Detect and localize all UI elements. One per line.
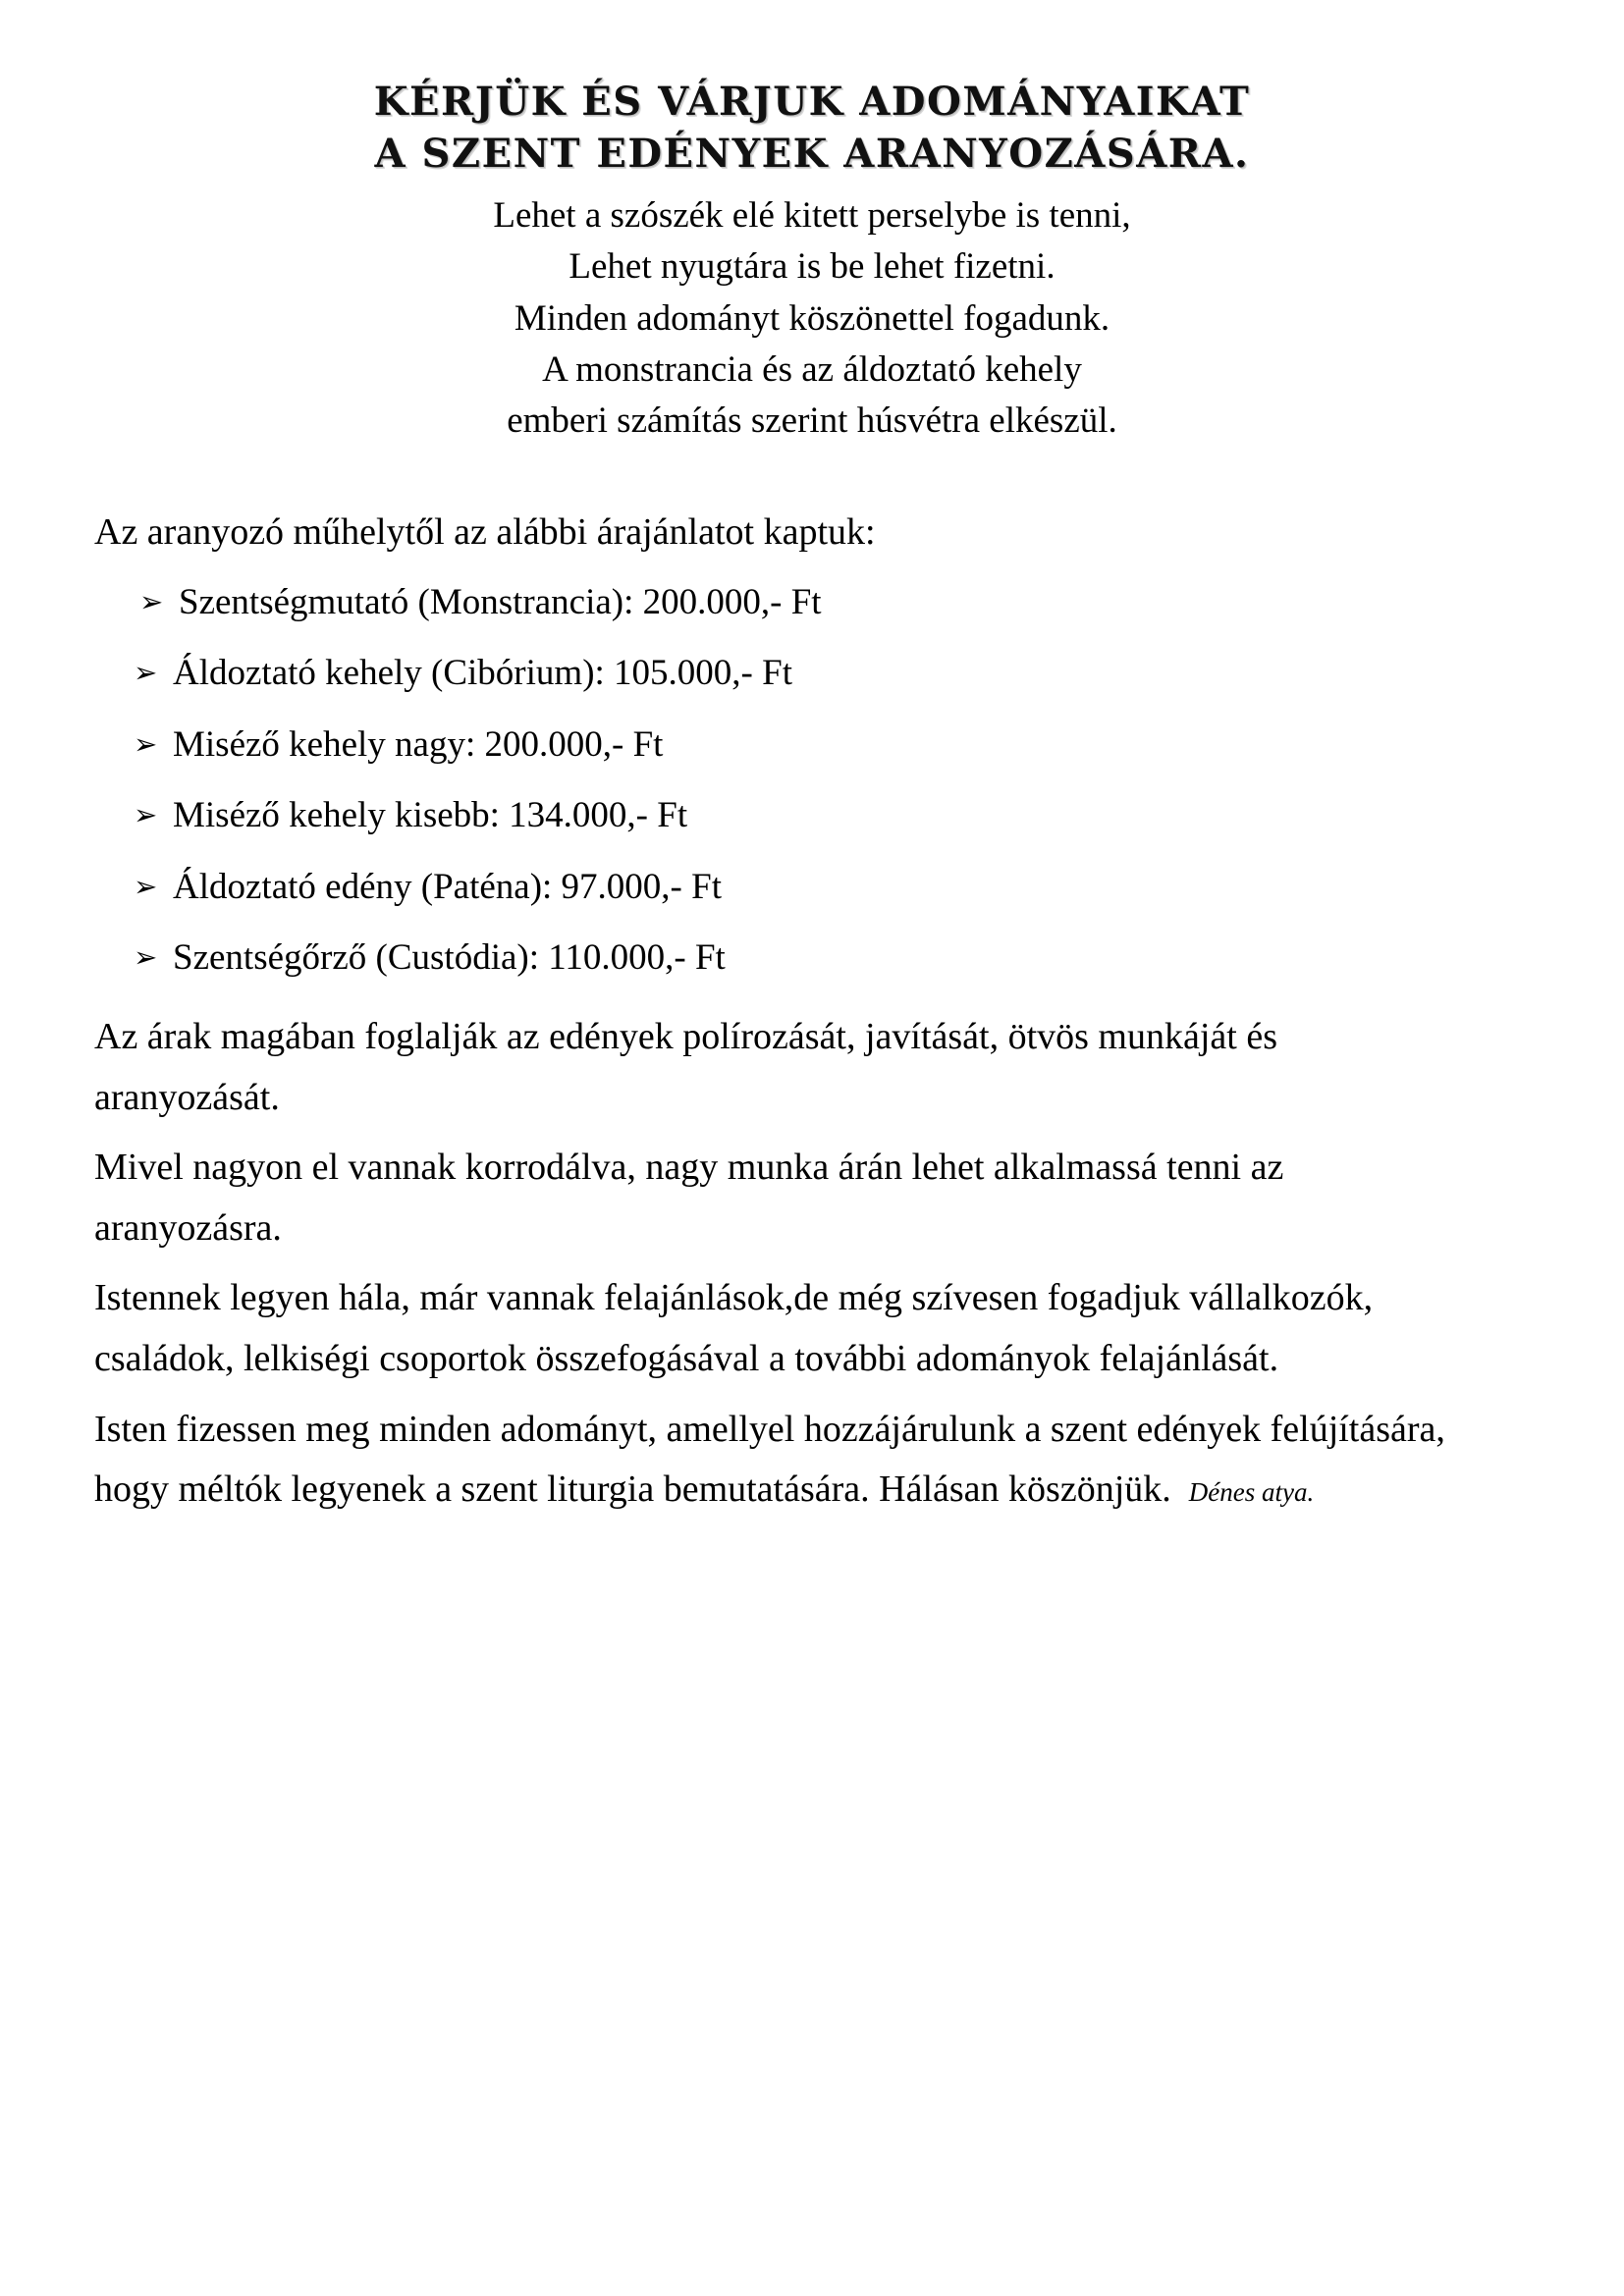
subtitle-line-5: emberi számítás szerint húsvétra elkészül. bbox=[507, 400, 1117, 441]
list-item-label: Szentségőrző (Custódia): 110.000,- Ft bbox=[173, 936, 726, 978]
document-title-line-1: KÉRJÜK ÉS VÁRJUK ADOMÁNYAIKAT bbox=[373, 79, 1251, 125]
list-item-label: Áldoztató kehely (Cibórium): 105.000,- Ft bbox=[173, 653, 792, 694]
subtitle-line-3: Minden adományt köszönettel fogadunk. bbox=[514, 297, 1110, 339]
document-title-line-2: A SZENT EDÉNYEK ARANYOZÁSÁRA. bbox=[374, 131, 1250, 178]
list-item bbox=[134, 866, 1536, 909]
title-block bbox=[88, 77, 1536, 445]
signature: Dénes atya. bbox=[1188, 1477, 1315, 1508]
list-item-label: Miséző kehely nagy: 200.000,- Ft bbox=[173, 723, 664, 765]
arrow-bullet-icon: ➢ bbox=[134, 939, 158, 974]
arrow-bullet-icon: ➢ bbox=[134, 869, 158, 903]
body-paragraph-4-text: Isten fizessen meg minden adományt, amellyel hozzájárulunk a szent edények felújítására, hogy méltók legyenek a szent liturgia bemutatására. Hálásan köszönjük. bbox=[94, 1408, 1445, 1511]
arrow-bullet-icon: ➢ bbox=[134, 656, 158, 690]
subtitle-line-4: A monstrancia és az áldoztató kehely bbox=[542, 348, 1082, 390]
list-item bbox=[134, 581, 1536, 624]
list-item bbox=[134, 723, 1536, 767]
arrow-bullet-icon: ➢ bbox=[139, 584, 164, 618]
subtitle-line-1: Lehet a szószék elé kitett perselybe is tenni, bbox=[493, 195, 1131, 237]
arrow-bullet-icon: ➢ bbox=[134, 726, 158, 761]
intro-paragraph: Az aranyozó műhelytől az alábbi árajánlatot kaptuk: bbox=[94, 510, 876, 553]
price-list bbox=[134, 581, 1536, 980]
list-item bbox=[134, 936, 1536, 980]
body-paragraph-1: Az árak magában foglalják az edények polírozását, javítását, ötvös munkáját és aranyozását. bbox=[94, 1016, 1277, 1118]
list-item bbox=[134, 652, 1536, 695]
body-paragraph-3: Istennek legyen hála, már vannak felajánlások,de még szívesen fogadjuk vállalkozók, családok, lelkiségi csoportok összefogásával a további adományok felajánlását. bbox=[94, 1277, 1374, 1380]
arrow-bullet-icon: ➢ bbox=[134, 798, 158, 832]
subtitle-line-2: Lehet nyugtára is be lehet fizetni. bbox=[568, 246, 1056, 288]
list-item bbox=[134, 794, 1536, 837]
list-item-label: Miséző kehely kisebb: 134.000,- Ft bbox=[173, 795, 688, 836]
body-paragraph-4 bbox=[94, 1400, 1469, 1521]
list-item-label: Szentségmutató (Monstrancia): 200.000,- Ft bbox=[179, 581, 822, 622]
list-item-label: Áldoztató edény (Paténa): 97.000,- Ft bbox=[173, 866, 722, 907]
body-paragraph-2: Mivel nagyon el vannak korrodálva, nagy munka árán lehet alkalmassá tenni az aranyozásra. bbox=[94, 1147, 1284, 1249]
